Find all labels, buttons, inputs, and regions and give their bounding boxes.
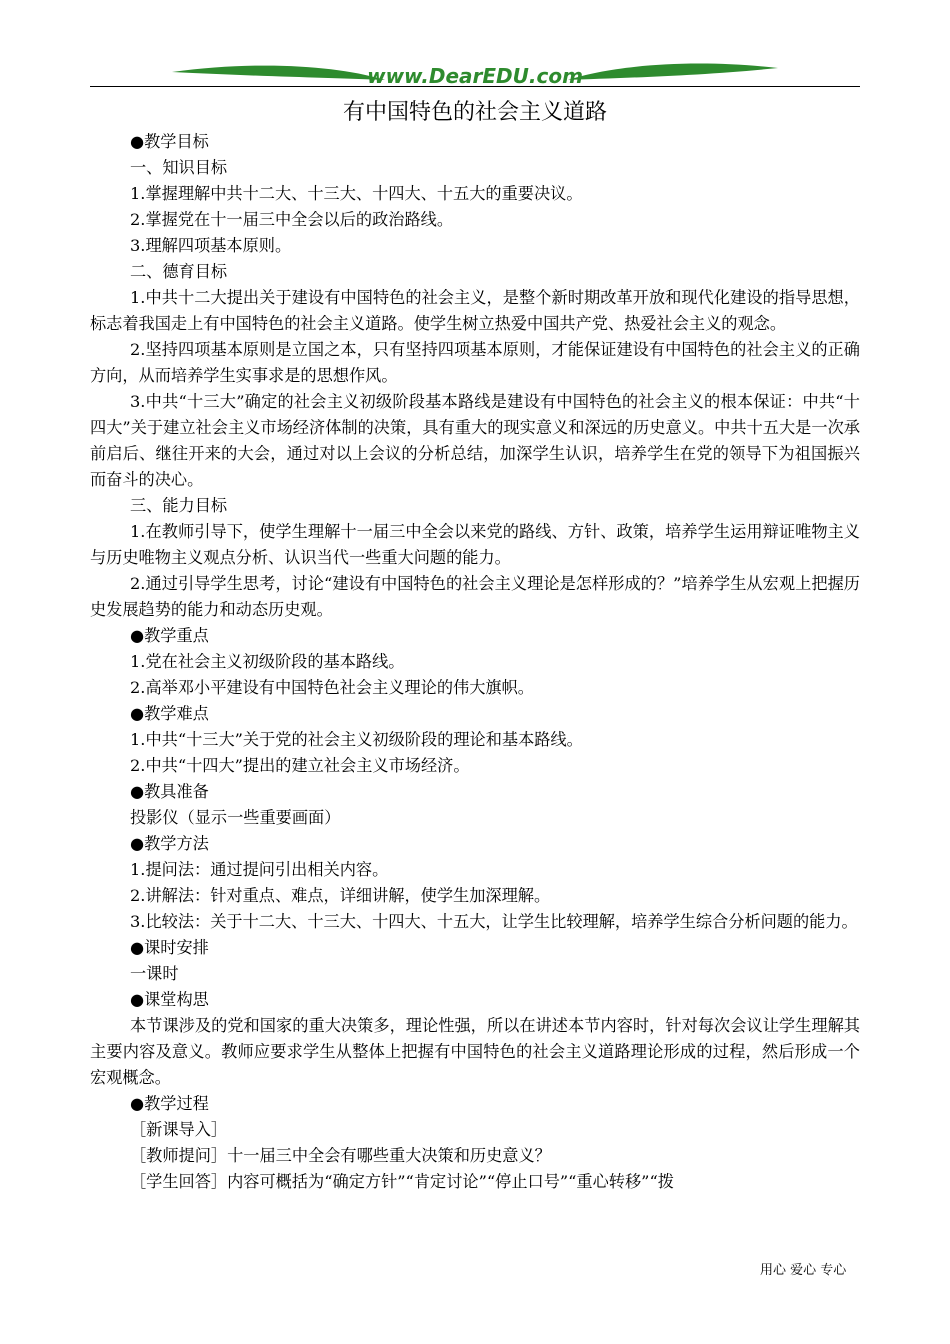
page-title: 有中国特色的社会主义道路 [342,100,607,125]
section-heading: ●教学过程 [130,1094,209,1113]
list-item: 2.高举邓小平建设有中国特色社会主义理论的伟大旗帜。 [130,678,534,697]
paragraph: 2.通过引导学生思考，讨论“建设有中国特色的社会主义理论是怎样形成的？”培养学生从宏观上把握历史发展趋势的能力和动态历史观。 [90,574,860,619]
paragraph: 1.中共十二大提出关于建设有中国特色的社会主义，是整个新时期改革开放和现代化建设的指导思想，标志着我国走上有中国特色的社会主义道路。使学生树立热爱中国共产党、热爱社会主义的观念。 [90,288,860,333]
list-item: 1.提问法：通过提问引出相关内容。 [130,860,389,879]
section-heading: ●课时安排 [130,938,209,957]
section-heading: ●课堂构思 [130,990,209,1009]
paragraph: 3.比较法：关于十二大、十三大、十四大、十五大，让学生比较理解，培养学生综合分析问题的能力。 [130,912,858,931]
section-heading: ●教学难点 [130,704,209,723]
subsection-heading: 一、知识目标 [130,158,228,177]
list-item: 1.党在社会主义初级阶段的基本路线。 [130,652,405,671]
document-body [90,129,860,1195]
list-item: 2.讲解法：针对重点、难点，详细讲解，使学生加深理解。 [130,886,551,905]
section-heading: ●教学方法 [130,834,209,853]
list-item: 3.理解四项基本原则。 [130,236,292,255]
subsection-heading: 二、德育目标 [130,262,228,281]
site-name: www.DearEDU.com [367,64,583,88]
paragraph: ［教师提问］十一届三中全会有哪些重大决策和历史意义？ [130,1146,551,1165]
list-item: 2.中共“十四大”提出的建立社会主义市场经济。 [130,756,470,775]
subsection-heading: 三、能力目标 [130,496,228,515]
list-item: 1.掌握理解中共十二大、十三大、十四大、十五大的重要决议。 [130,184,583,203]
paragraph: 1.在教师引导下，使学生理解十一届三中全会以来党的路线、方针、政策，培养学生运用辩证唯物主义与历史唯物主义观点分析、认识当代一些重大问题的能力。 [90,522,860,567]
paragraph: 投影仪（显示一些重要画面） [130,808,341,827]
subsection-heading: ［新课导入］ [130,1120,228,1139]
site-logo [170,58,780,94]
section-heading: ●教学目标 [130,132,209,151]
section-heading: ●教学重点 [130,626,209,645]
header-divider [90,86,860,87]
list-item: 1.中共“十三大”关于党的社会主义初级阶段的理论和基本路线。 [130,730,583,749]
page-footer: 用心 爱心 专心 [760,1263,847,1278]
site-logo-graphic [170,58,780,94]
paragraph: ［学生回答］内容可概括为“确定方针”“肯定讨论”“停止口号”“重心转移”“拨 [130,1172,674,1191]
section-heading: ●教具准备 [130,782,209,801]
paragraph: 一课时 [130,964,179,983]
paragraph: 3.中共“十三大”确定的社会主义初级阶段基本路线是建设有中国特色的社会主义的根本保证：中共“十四大”关于建立社会主义市场经济体制的决策，具有重大的现实意义和深远的历史意义。中共十五大是一次承前启后、继往开来的大会，通过对以上会议的分析总结，加深学生认识，培养学生在党的领导下为祖国振兴而奋斗的决心。 [90,392,860,489]
list-item: 2.掌握党在十一届三中全会以后的政治路线。 [130,210,454,229]
paragraph: 本节课涉及的党和国家的重大决策多，理论性强，所以在讲述本节内容时，针对每次会议让学生理解其主要内容及意义。教师应要求学生从整体上把握有中国特色的社会主义道路理论形成的过程，然后形成一个宏观概念。 [90,1016,860,1087]
paragraph: 2.坚持四项基本原则是立国之本，只有坚持四项基本原则，才能保证建设有中国特色的社会主义的正确方向，从而培养学生实事求是的思想作风。 [90,340,860,385]
